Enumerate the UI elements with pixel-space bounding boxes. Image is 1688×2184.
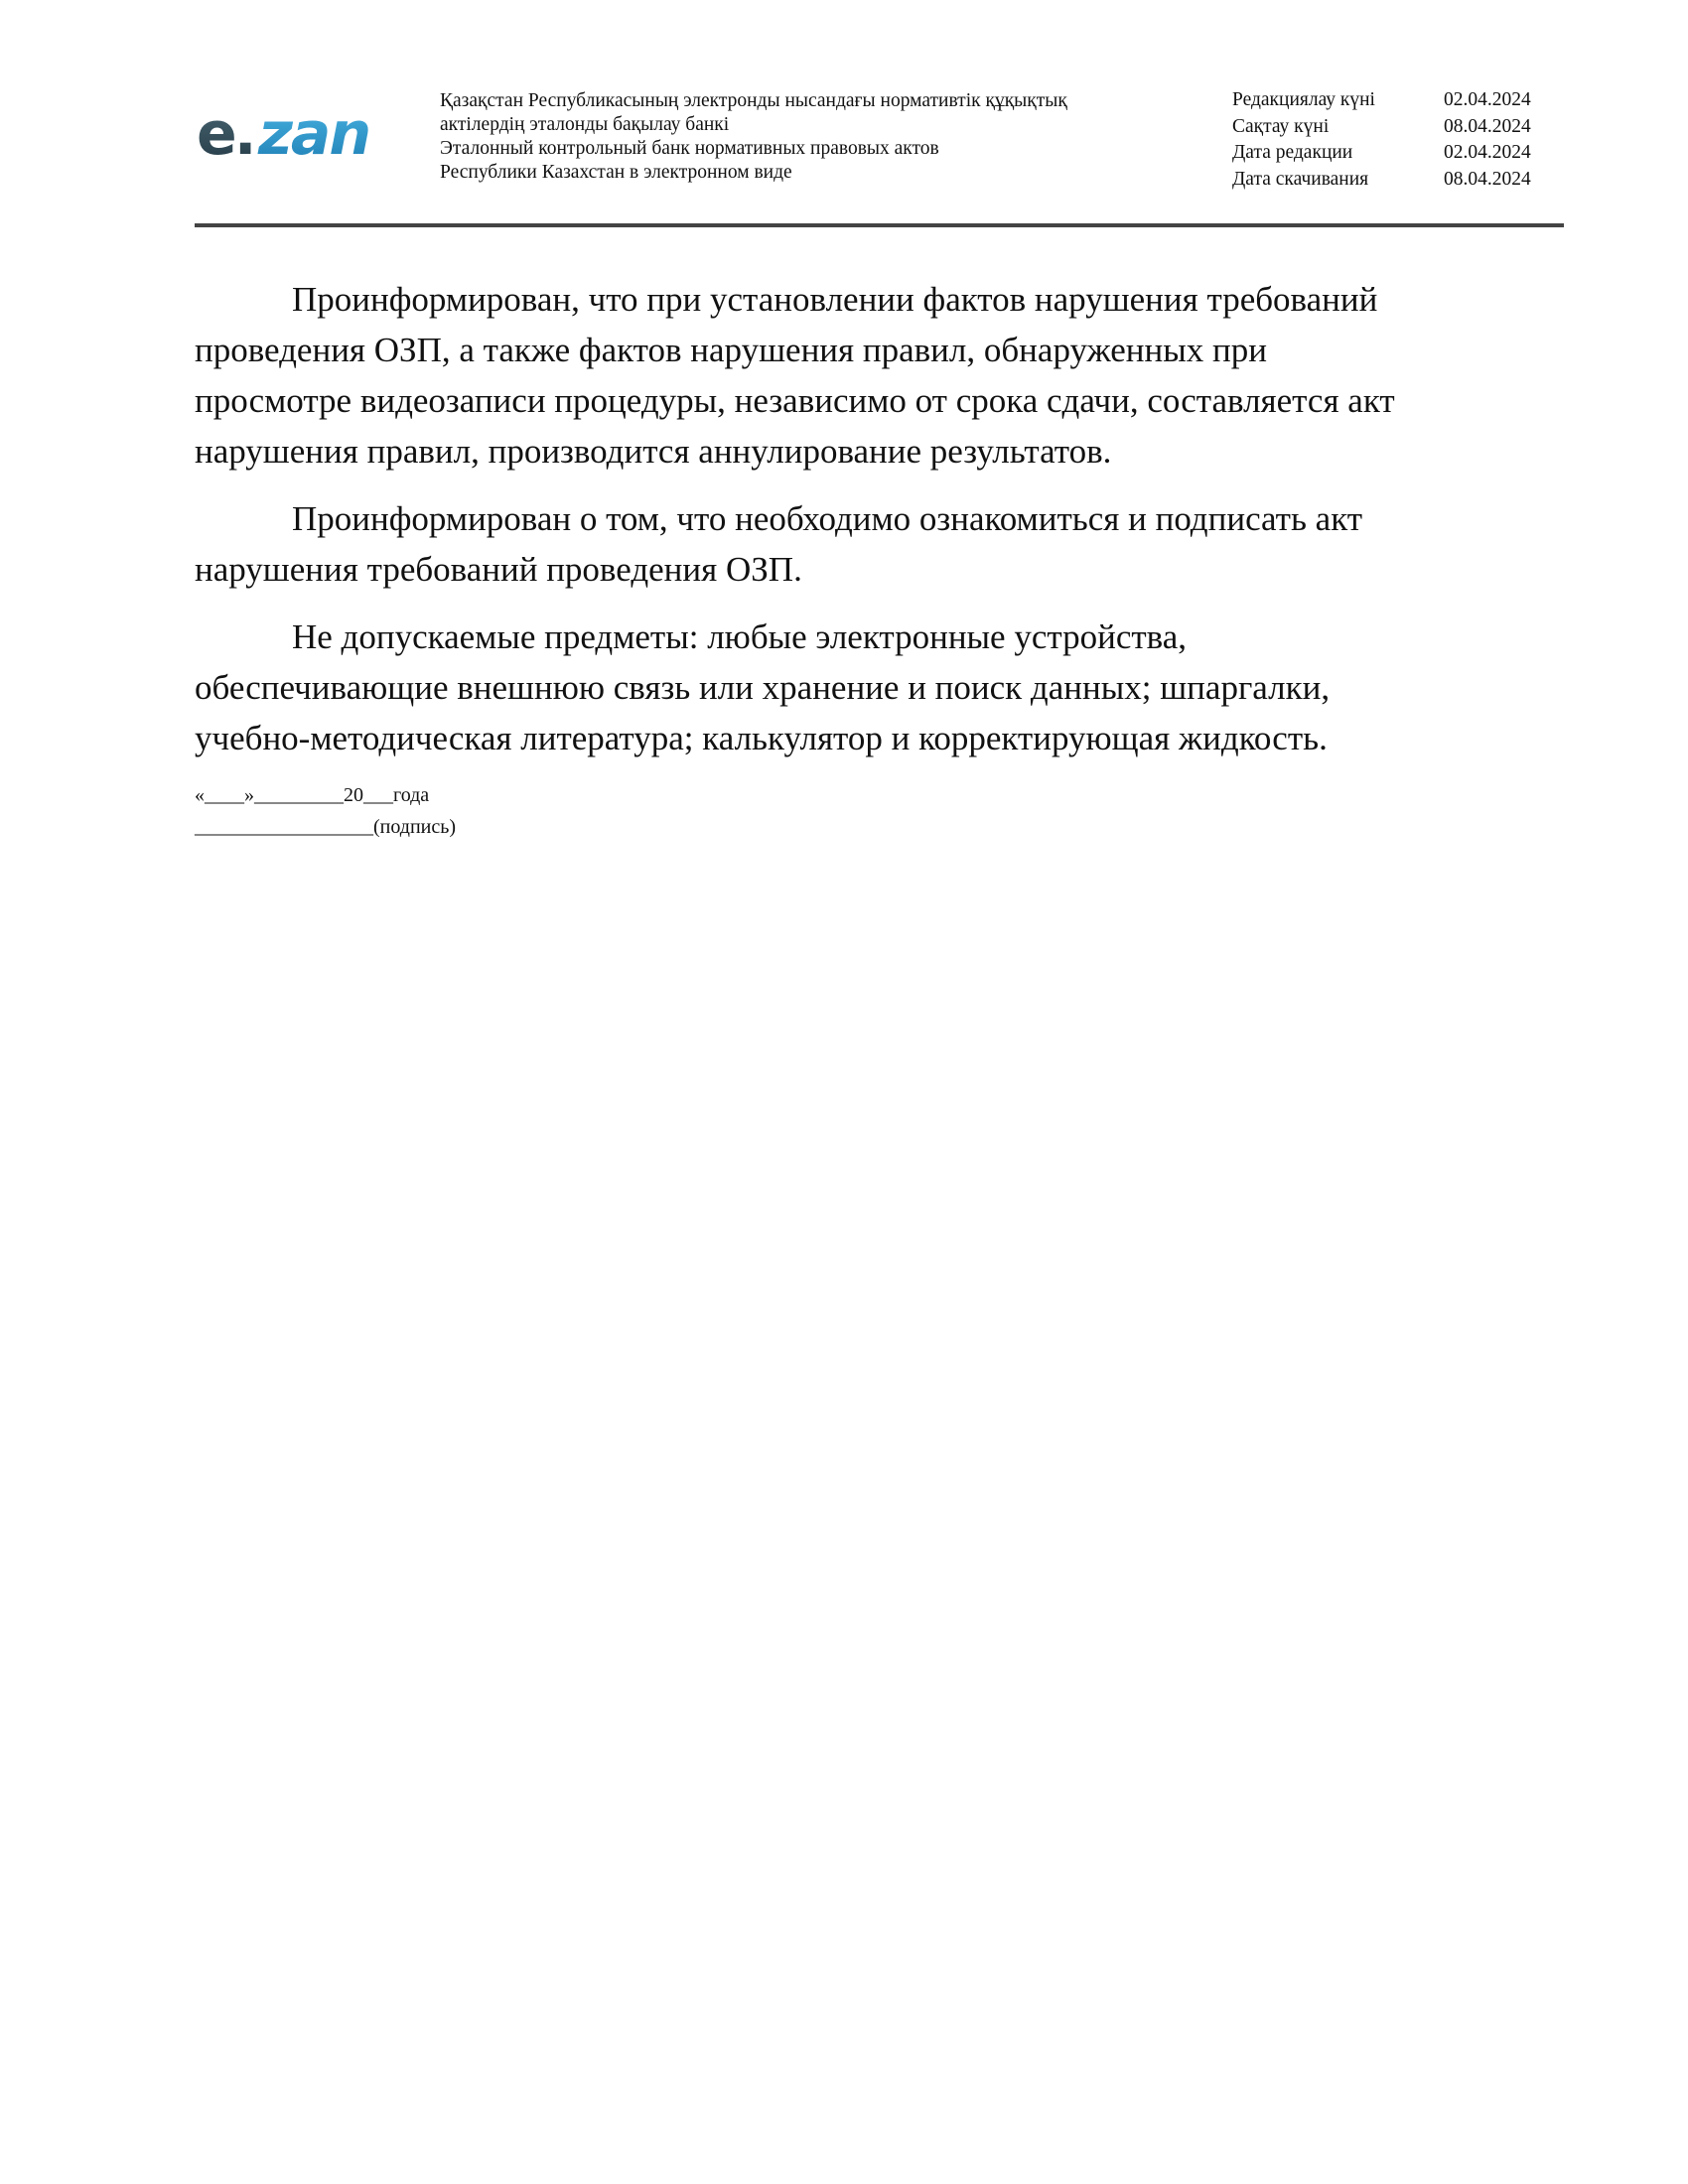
- meta-value: 08.04.2024: [1444, 115, 1531, 137]
- svg-text:e.: e.: [197, 99, 254, 169]
- paragraph-informed-violations: [195, 274, 1564, 477]
- signature-line: __________________(подпись): [195, 816, 457, 838]
- paragraph-prohibited-items: [195, 612, 1564, 763]
- ezan-logo-mark: [195, 99, 393, 169]
- text-line: просмотре видеозаписи процедуры, независимо от срока сдачи, составляется акт: [195, 381, 1395, 420]
- meta-value: 02.04.2024: [1444, 142, 1531, 163]
- description-line: Қазақстан Республикасының электронды нысандағы нормативтік құқықтық: [440, 90, 1067, 111]
- save-date-kz-row: [1232, 114, 1560, 141]
- signature-block: [195, 779, 456, 843]
- bank-description: [440, 89, 1195, 185]
- text-line: Проинформирован о том, что необходимо ознакомиться и подписать акт: [292, 499, 1363, 538]
- description-line: актілердің эталонды бақылау банкі: [440, 114, 730, 135]
- meta-label: Сақтау күні: [1232, 115, 1330, 137]
- meta-value: 02.04.2024: [1444, 89, 1531, 110]
- svg-text:zan: zan: [258, 99, 370, 169]
- edit-date-kz-row: [1232, 87, 1560, 114]
- paragraph-sign-act: [195, 493, 1564, 595]
- description-line: Эталонный контрольный банк нормативных правовых актов: [440, 138, 939, 159]
- edit-date-ru-row: [1232, 140, 1560, 167]
- meta-label: Дата редакции: [1232, 142, 1353, 163]
- meta-value: 08.04.2024: [1444, 168, 1531, 190]
- text-line: обеспечивающие внешнюю связь или хранение и поиск данных; шпаргалки,: [195, 668, 1331, 707]
- meta-label: Дата скачивания: [1232, 168, 1369, 190]
- text-line: учебно-методическая литература; калькулятор и корректирующая жидкость.: [195, 719, 1328, 757]
- document-dates: [1232, 87, 1560, 193]
- text-line: Не допускаемые предметы: любые электронные устройства,: [292, 617, 1188, 656]
- ezan-logo: [195, 99, 393, 169]
- text-line: Проинформирован, что при установлении фактов нарушения требований: [292, 280, 1378, 319]
- text-line: проведения ОЗП, а также фактов нарушения правил, обнаруженных при: [195, 331, 1267, 369]
- description-line: Республики Казахстан в электронном виде: [440, 162, 792, 183]
- document-body: [195, 274, 1564, 780]
- meta-label: Редакциялау күні: [1232, 89, 1375, 110]
- date-line: «____»_________20___года: [195, 784, 430, 806]
- text-line: нарушения требований проведения ОЗП.: [195, 550, 802, 589]
- text-line: нарушения правил, производится аннулирование результатов.: [195, 432, 1112, 471]
- header-divider: [195, 223, 1564, 227]
- download-date-ru-row: [1232, 167, 1560, 194]
